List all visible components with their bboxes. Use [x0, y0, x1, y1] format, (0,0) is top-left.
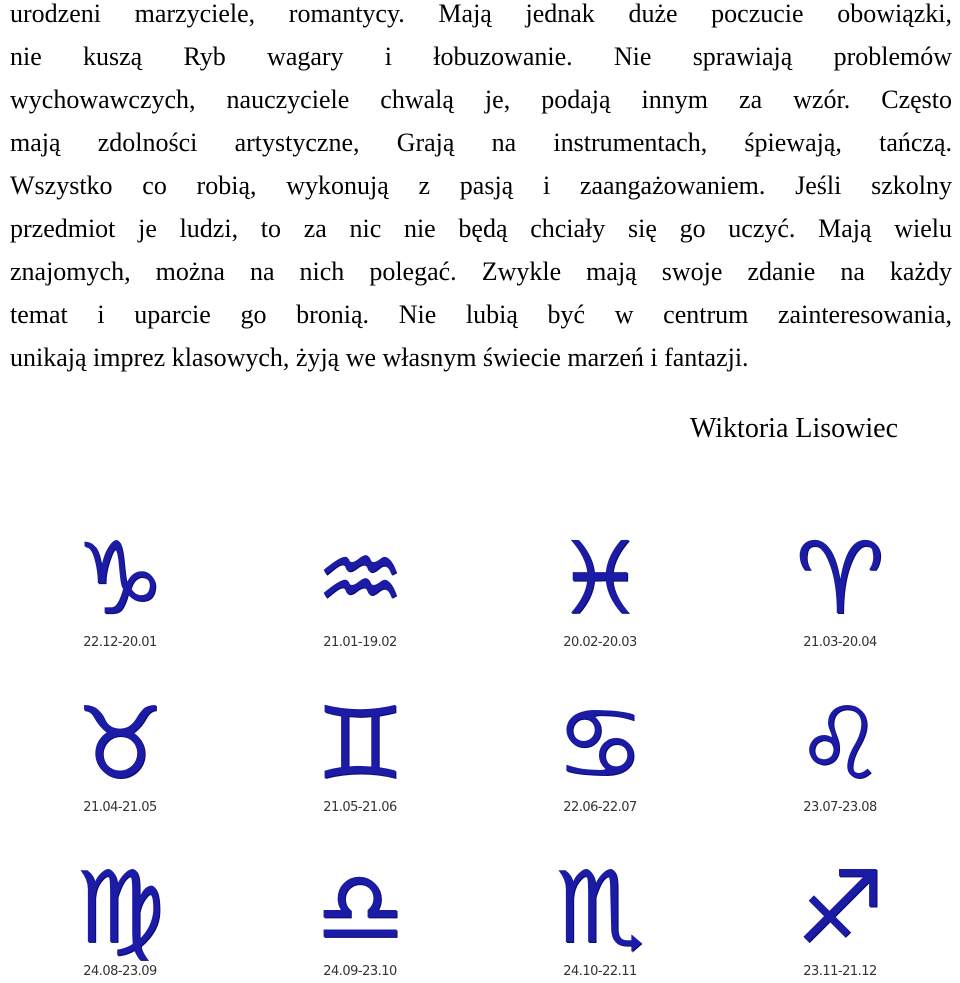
scorpio-icon: ♏	[555, 849, 645, 966]
zodiac-sign	[720, 654, 960, 819]
capricorn-icon: ♑	[75, 520, 165, 637]
pisces-icon: ♓	[555, 520, 645, 637]
zodiac-sign	[0, 508, 240, 654]
zodiac-dates: 21.05-21.06	[323, 800, 397, 815]
zodiac-sign	[0, 654, 240, 819]
zodiac-dates: 24.08-23.09	[83, 964, 157, 979]
body-text	[10, 0, 952, 387]
gemini-icon: ♊	[315, 685, 405, 802]
aquarius-icon: ♒	[315, 520, 405, 637]
author-signature: Wiktoria Lisowiec	[689, 413, 898, 444]
text-line: nie kuszą Ryb wagary i łobuzowanie. Nie sprawiają problemów	[10, 42, 952, 71]
sagittarius-icon: ♐	[795, 849, 885, 966]
libra-icon: ♎	[315, 849, 405, 966]
taurus-icon: ♉	[75, 685, 165, 802]
text-line: znajomych, można na nich polegać. Zwykle mają swoje zdanie na każdy	[10, 257, 952, 286]
zodiac-dates: 23.07-23.08	[803, 800, 877, 815]
zodiac-dates: 24.10-22.11	[563, 964, 637, 979]
zodiac-sign	[480, 508, 720, 654]
text-line: temat i uparcie go bronią. Nie lubią być w centrum zainteresowania,	[10, 300, 952, 329]
text-line: Wszystko co robią, wykonują z pasją i zaangażowaniem. Jeśli szkolny	[10, 171, 952, 200]
zodiac-sign	[240, 508, 480, 654]
zodiac-sign	[0, 819, 240, 983]
zodiac-sign	[480, 654, 720, 819]
zodiac-dates: 24.09-23.10	[323, 964, 397, 979]
zodiac-grid	[0, 508, 960, 983]
zodiac-dates: 21.01-19.02	[323, 635, 397, 650]
text-line: wychowawczych, nauczyciele chwalą je, podają innym za wzór. Często	[10, 85, 952, 114]
zodiac-dates: 22.06-22.07	[563, 800, 637, 815]
text-line: mają zdolności artystyczne, Grają na instrumentach, śpiewają, tańczą.	[10, 128, 952, 157]
zodiac-dates: 20.02-20.03	[563, 635, 637, 650]
text-line: urodzeni marzyciele, romantycy. Mają jednak duże poczucie obowiązki,	[10, 0, 952, 28]
zodiac-dates: 21.03-20.04	[803, 635, 877, 650]
aries-icon: ♈	[795, 520, 885, 637]
zodiac-sign	[720, 819, 960, 983]
cancer-icon: ♋	[555, 685, 645, 802]
zodiac-dates: 22.12-20.01	[83, 635, 157, 650]
zodiac-dates: 21.04-21.05	[83, 800, 157, 815]
leo-icon: ♌	[795, 685, 885, 802]
zodiac-sign	[480, 819, 720, 983]
zodiac-dates: 23.11-21.12	[803, 964, 877, 979]
zodiac-sign	[240, 819, 480, 983]
text-line: unikają imprez klasowych, żyją we własnym świecie marzeń i fantazji.	[10, 343, 749, 372]
virgo-icon: ♍	[75, 849, 165, 966]
text-line: przedmiot je ludzi, to za nic nie będą chciały się go uczyć. Mają wielu	[10, 214, 952, 243]
zodiac-sign	[240, 654, 480, 819]
zodiac-sign	[720, 508, 960, 654]
